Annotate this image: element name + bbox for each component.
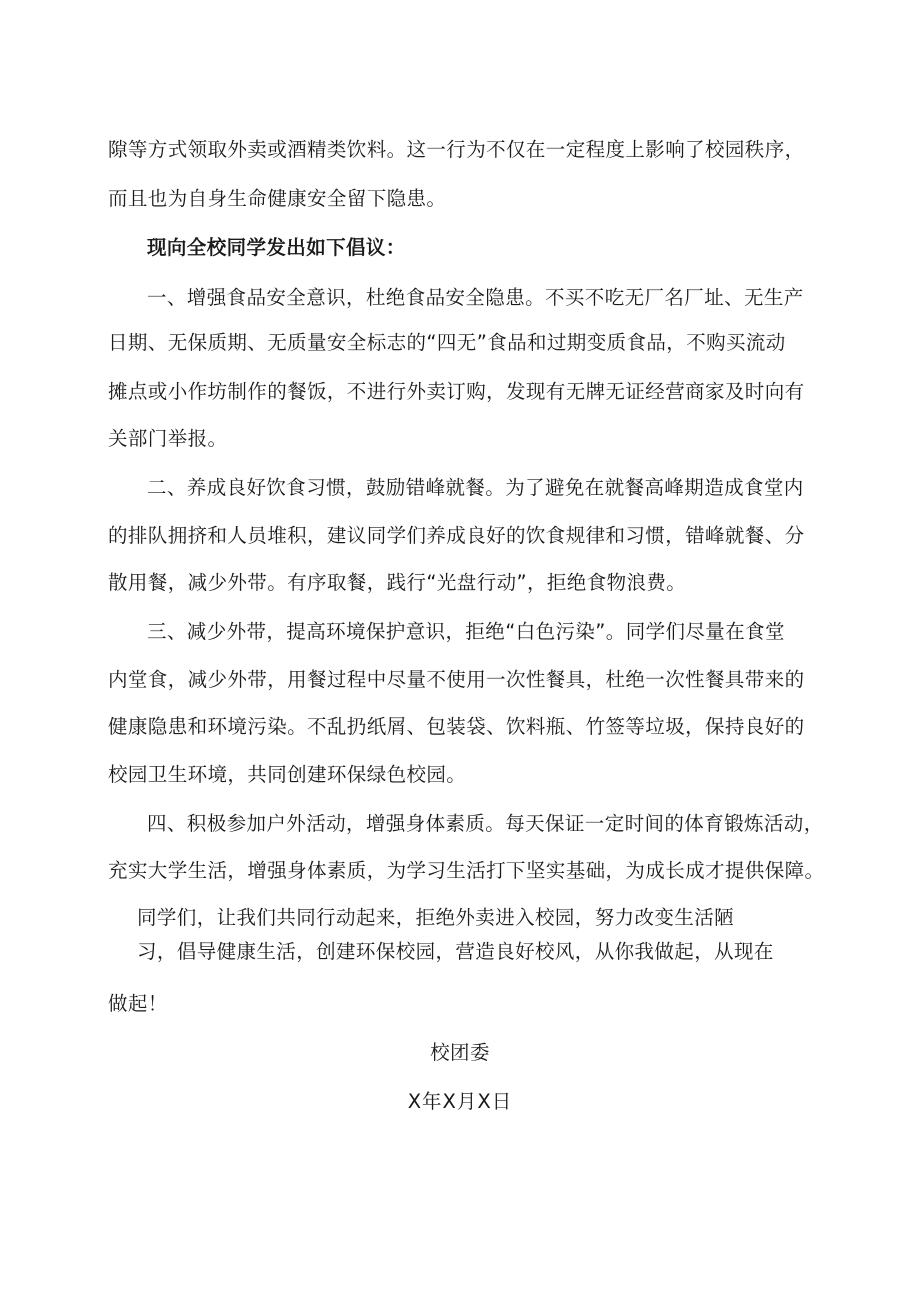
closing-line: 习，倡导健康生活，创建环保校园，营造良好校风，从你我做起，从现在 [137, 940, 774, 963]
signature-organization: 校团委 [430, 1041, 490, 1064]
closing-line: 同学们，让我们共同行动起来，拒绝外卖进入校园，努力改变生活陋 [137, 906, 735, 929]
intro-line: 而且也为自身生命健康安全留下隐患。 [108, 187, 447, 210]
item-2-line: 的排队拥挤和人员堆积，建议同学们养成良好的饮食规律和习惯，错峰就餐、分 [108, 524, 805, 547]
item-3-line: 校园卫生环境，共同创建环保绿色校园。 [108, 763, 467, 786]
item-2-line: 二、养成良好饮食习惯，鼓励错峰就餐。为了避免在就餐高峰期造成食堂内 [147, 476, 804, 499]
item-4-line: 四、积极参加户外活动，增强身体素质。每天保证一定时间的体育锻炼活动， [147, 812, 824, 835]
item-1-line: 摊点或小作坊制作的餐饭，不进行外卖订购，发现有无牌无证经营商家及时向有 [108, 380, 805, 403]
item-3-line: 内堂食，减少外带，用餐过程中尽量不使用一次性餐具，杜绝一次性餐具带来的 [108, 668, 805, 691]
item-1-line: 关部门举报。 [108, 427, 228, 450]
item-1-line: 一、增强食品安全意识，杜绝食品安全隐患。不买不吃无厂名厂址、无生产 [147, 286, 804, 309]
item-4-line: 充实大学生活，增强身体素质，为学习生活打下坚实基础，为成长成才提供保障。 [108, 859, 825, 882]
item-1-line: 日期、无保质期、无质量安全标志的“四无”食品和过期变质食品，不购买流动 [108, 331, 786, 354]
intro-line: 隙等方式领取外卖或酒精类饮料。这一行为不仅在一定程度上影响了校园秩序， [108, 138, 805, 161]
item-2-line: 散用餐，减少外带。有序取餐，践行“光盘行动”，拒绝食物浪费。 [108, 571, 687, 594]
item-3-line: 三、减少外带，提高环境保护意识，拒绝“白色污染”。同学们尽量在食堂 [147, 620, 785, 643]
proposal-heading: 现向全校同学发出如下倡议： [147, 236, 406, 259]
item-3-line: 健康隐患和环境污染。不乱扔纸屑、包装袋、饮料瓶、竹签等垃圾，保持良好的 [108, 715, 805, 738]
closing-line: 做起！ [108, 992, 168, 1015]
signature-date: X年X月X日 [407, 1090, 513, 1113]
